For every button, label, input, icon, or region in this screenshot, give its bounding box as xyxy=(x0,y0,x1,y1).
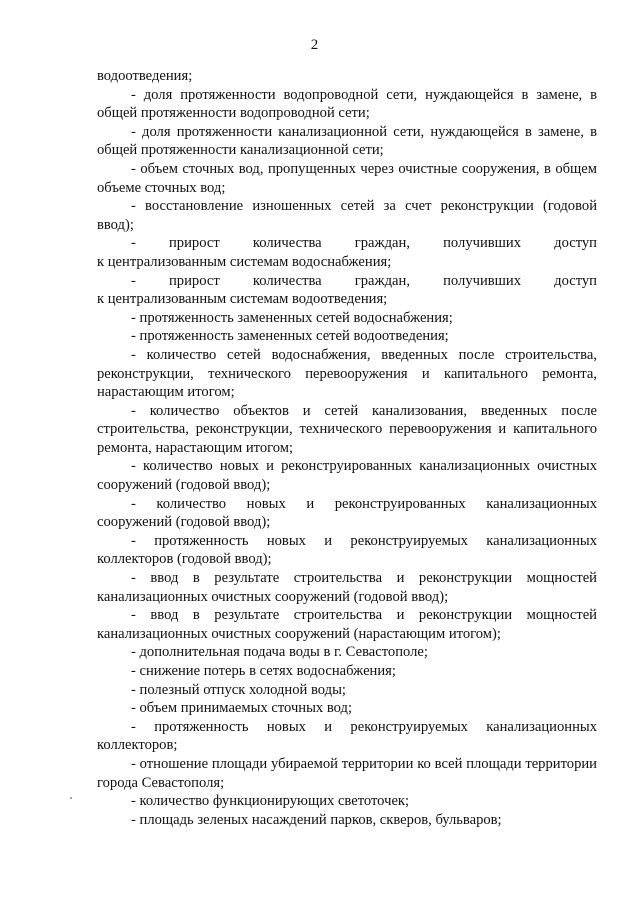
list-item: - снижение потерь в сетях водоснабжения; xyxy=(131,663,396,679)
list-item: - объем сточных вод, пропущенных через очистные сооружения, в общем объеме сточных вод; xyxy=(97,160,597,196)
list-item: - ввод в результате строительства и реконструкции мощностей канализационных очистных сооружений (нарастающим итогом); xyxy=(97,607,597,642)
continuation-line: водоотведения; xyxy=(97,68,193,84)
list-item: - протяженность новых и реконструируемых канализационных xyxy=(131,718,597,735)
list-item: - восстановление изношенных сетей за счет реконструкции (годовой ввод); xyxy=(97,198,597,233)
list-item-continuation: коллекторов; xyxy=(97,737,178,754)
document-body xyxy=(97,67,597,829)
list-item: - протяженность замененных сетей водоснабжения; xyxy=(131,309,453,326)
list-item-continuation: сооружений (годовой ввод); xyxy=(97,514,271,531)
list-item: - ввод в результате строительства и реконструкции мощностей канализационных очистных сооружений (годовой ввод); xyxy=(97,570,597,605)
list-item: - количество сетей водоснабжения, введенных после строительства, реконструкции, технического перевооружения и капитального ремонта, нарастающим итогом; xyxy=(97,346,597,401)
page-number: 2 xyxy=(310,37,319,53)
list-item: - количество новых и реконструированных канализационных xyxy=(131,495,597,512)
list-item-continuation: коллекторов (годовой ввод); xyxy=(97,551,272,568)
list-item: - количество функционирующих светоточек; xyxy=(131,793,410,810)
list-item: - протяженность замененных сетей водоотведения; xyxy=(131,328,449,345)
list-item-continuation: к централизованным системам водоснабжения; xyxy=(97,253,392,270)
list-item-continuation: к централизованным системам водоотведения; xyxy=(97,291,388,308)
list-item: - дополнительная подача воды в г. Севастополе; xyxy=(131,644,428,661)
list-item: - количество объектов и сетей канализования, введенных после строительства, реконструкции, технического перевооружения и капитального ремонта, нарастающим итогом; xyxy=(97,402,597,456)
scan-artifact xyxy=(70,797,72,799)
list-item: - площадь зеленых насаждений парков, скверов, бульваров; xyxy=(131,811,502,828)
list-item: - отношение площади убираемой территории ко всей площади территории города Севастополя; xyxy=(97,755,597,791)
list-item: - прирост количества граждан, получивших доступ xyxy=(131,235,597,252)
list-item: - количество новых и реконструированных канализационных очистных сооружений (годовой ввод); xyxy=(97,458,597,494)
list-item: - полезный отпуск холодной воды; xyxy=(131,681,346,698)
list-item: - доля протяженности канализационной сети, нуждающейся в замене, в общей протяженности канализационной сети; xyxy=(97,123,597,159)
list-item: - протяженность новых и реконструируемых канализационных xyxy=(131,532,597,549)
list-item: - объем принимаемых сточных вод; xyxy=(131,700,353,717)
list-item: - доля протяженности водопроводной сети, нуждающейся в замене, в общей протяженности водопроводной сети; xyxy=(97,86,597,122)
list-item: - прирост количества граждан, получивших доступ xyxy=(131,272,597,289)
